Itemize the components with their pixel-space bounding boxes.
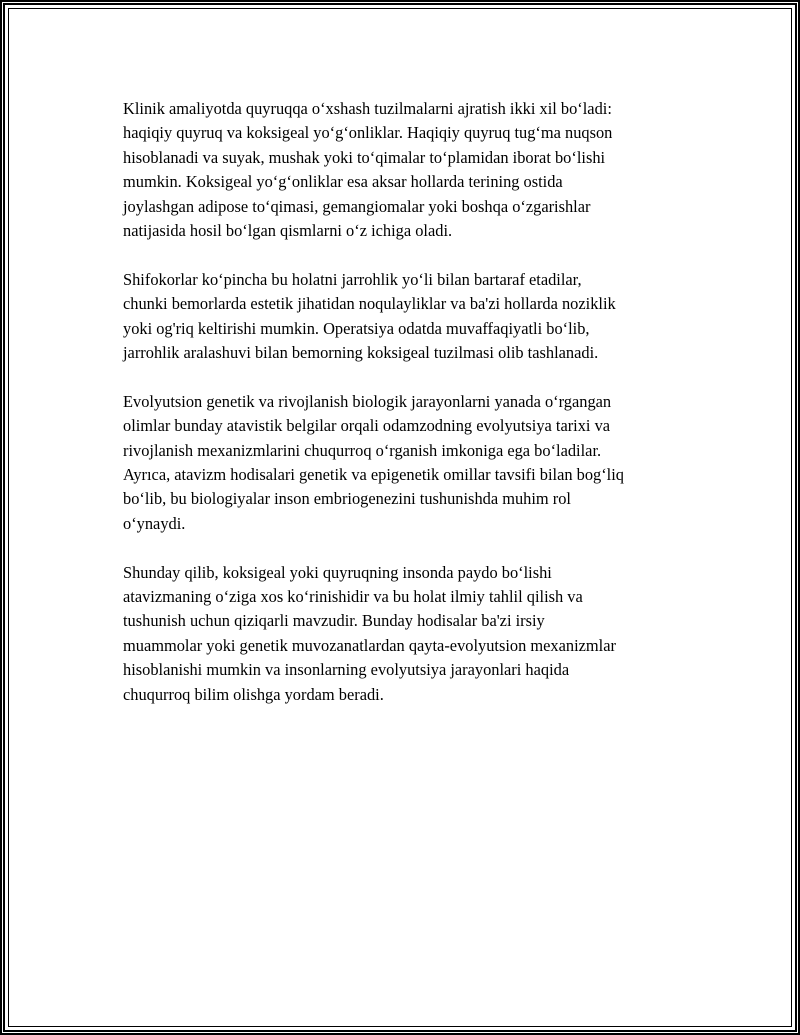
paragraph-2: Shifokorlar koʻpincha bu holatni jarrohlik yoʻli bilan bartaraf etadilar, chunki bemorlarda estetik jihatidan noqulayliklar va ba'zi hollarda noziklik yoki og'riq keltirishi mumkin. Operatsiya odatda muvaffaqiyatli boʻlib, jarrohlik aralashuvi bilan bemorning koksigeal tuzilmasi olib tashlanadi.: [123, 269, 616, 363]
paragraph-3: Evolyutsion genetik va rivojlanish biologik jarayonlarni yanada oʻrgangan olimlar bunday atavistik belgilar orqali odamzodning evolyutsiya tarixi va rivojlanish mexanizmlarini chuqurroq oʻrganish imkoniga ega boʻladilar. Ayrıca, atavizm hodisalari genetik va epigenetik omillar tavsifi bilan bogʻliq boʻlib, bu biologiyalar inson embriogenezini tushunishda muhim rol oʻynaydi.: [123, 391, 624, 533]
document-body: [123, 97, 708, 732]
paragraph-4: Shunday qilib, koksigeal yoki quyruqning insonda paydo boʻlishi atavizmaning oʻziga xos koʻrinishidir va bu holat ilmiy tahlil qilish va tushunish uchun qiziqarli mavzudir. Bunday hodisalar ba'zi irsiy muammolar yoki genetik muvozanatlardan qayta-evolyutsion mexanizmlar hisoblanishi mumkin va insonlarning evolyutsiya jarayonlari haqida chuqurroq bilim olishga yordam beradi.: [123, 562, 616, 704]
paragraph-1: Klinik amaliyotda quyruqqa oʻxshash tuzilmalarni ajratish ikki xil boʻladi: haqiqiy quyruq va koksigeal yoʻgʻonliklar. Haqiqiy quyruq tugʻma nuqson hisoblanadi va suyak, mushak yoki toʻqimalar toʻplamidan iborat boʻlishi mumkin. Koksigeal yoʻgʻonliklar esa aksar hollarda terining ostida joylashgan adipose toʻqimasi, gemangiomalar yoki boshqa oʻzgarishlar natijasida hosil boʻlgan qismlarni oʻz ichiga oladi.: [123, 99, 613, 241]
